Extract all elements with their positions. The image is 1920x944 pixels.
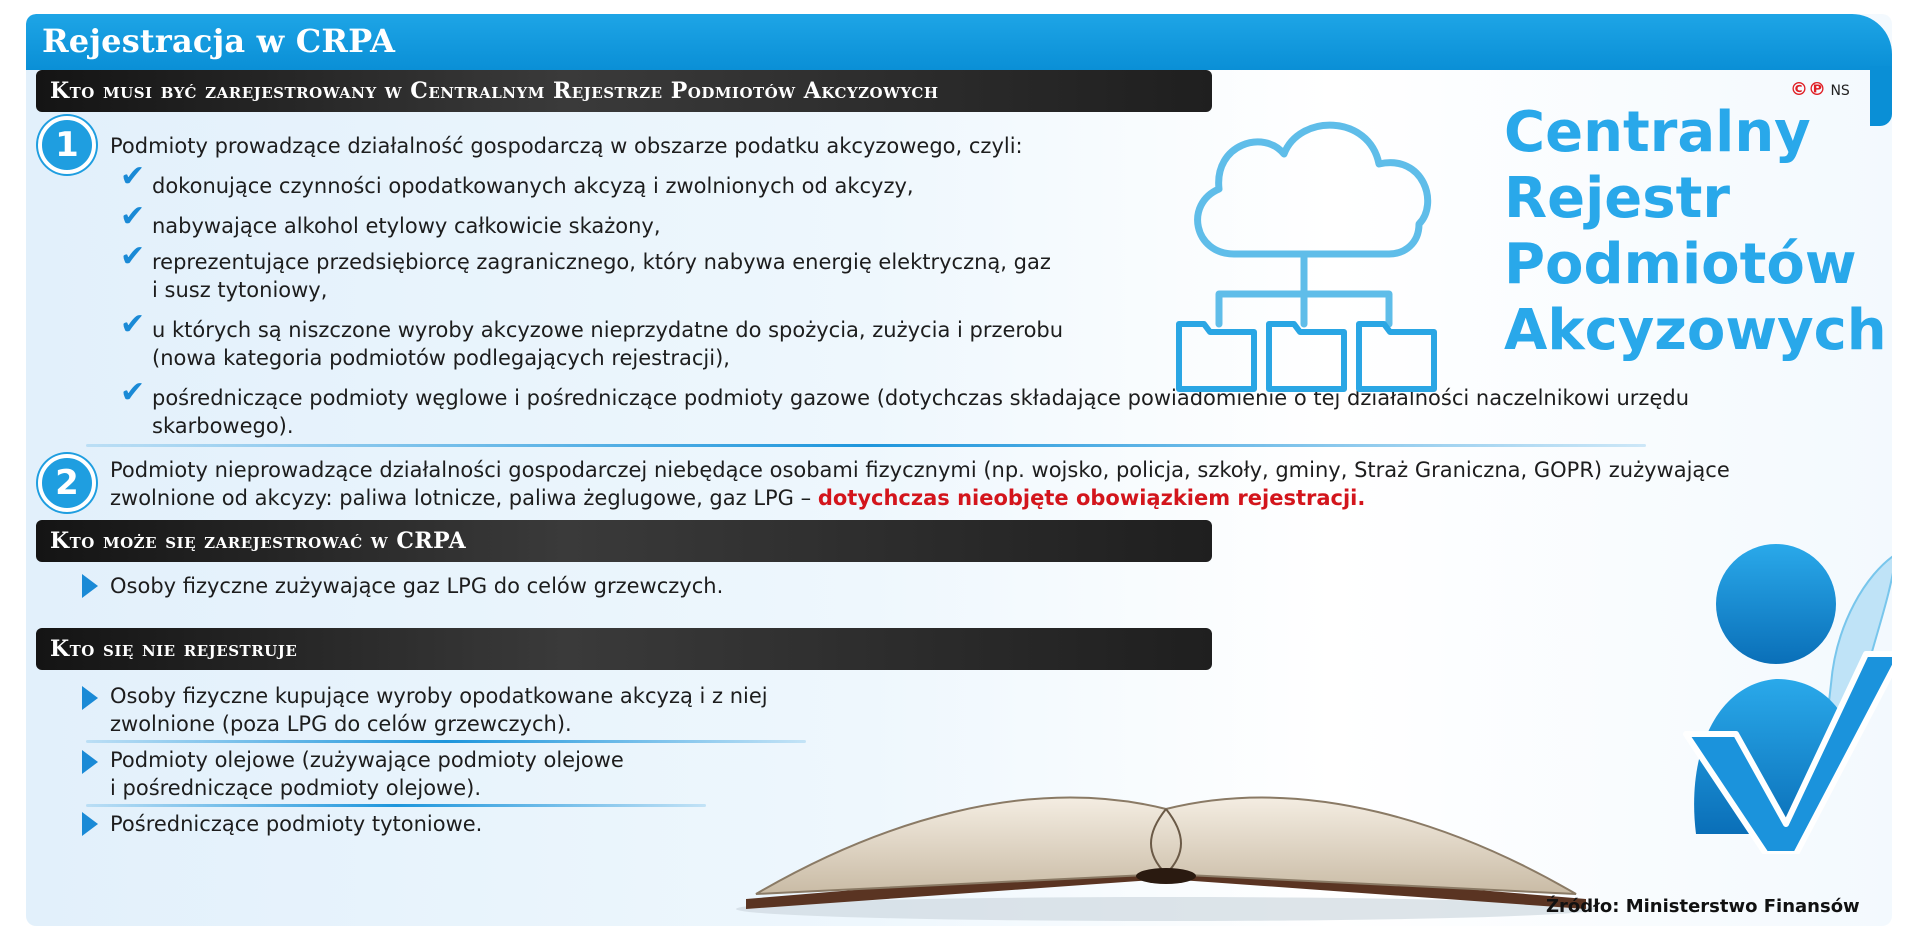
checkmark-icon: ✔ [120, 239, 146, 274]
triangle-bullet-icon [82, 686, 98, 710]
section-header-can: Kto może się zarejestrować w CRPA [36, 520, 1212, 562]
can-item-1: Osoby fizyczne zużywające gaz LPG do celów grzewczych. [110, 574, 724, 598]
open-book-icon [726, 734, 1606, 924]
checkmark-icon: ✔ [120, 375, 146, 410]
point1-item-5: pośredniczące podmioty węglowe i pośredniczące podmioty gazowe (dotychczas składające powiadomienie o tej działalności naczelnikowi urzędu skarbowego). [152, 386, 1690, 438]
checkmark-icon: ✔ [120, 307, 146, 342]
not-item-1: Osoby fizyczne kupujące wyroby opodatkowane akcyzą i z niej zwolnione (poza LPG do celów grzewczych). [110, 684, 768, 736]
source-note: Źródło: Ministerstwo Finansów [1546, 896, 1860, 917]
point2-highlight: dotychczas nieobjęte obowiązkiem rejestracji. [817, 486, 1366, 510]
not-item-3: Pośredniczące podmioty tytoniowe. [110, 812, 483, 836]
section-header-not: Kto się nie rejestruje [36, 628, 1212, 670]
copyright-initials: NS [1830, 83, 1850, 99]
page-title: Rejestracja w CRPA [42, 22, 396, 60]
not-item-2: Podmioty olejowe (zużywające podmioty olejowe i pośredniczące podmioty olejowe). [110, 748, 624, 800]
number-badge-1: 1 [38, 116, 96, 174]
triangle-bullet-icon [82, 574, 98, 598]
infographic-panel [26, 14, 1892, 926]
triangle-bullet-icon [82, 812, 98, 836]
crpa-title: Centralny Rejestr Podmiotów Akcyzowych [1504, 100, 1887, 363]
point1-item-1: dokonujące czynności opodatkowanych akcyzą i zwolnionych od akcyzy, [152, 174, 914, 198]
section-header-must: Kto musi być zarejestrowany w Centralnym Rejestrze Podmiotów Akcyzowych [36, 70, 1212, 112]
triangle-bullet-icon [82, 750, 98, 774]
point1-item-2: nabywające alkohol etylowy całkowicie skażony, [152, 214, 661, 238]
checkmark-icon: ✔ [120, 159, 146, 194]
point1-item-4: u których są niszczone wyroby akcyzowe nieprzydatne do spożycia, zużycia i przerobu (nowa kategoria podmiotów podlegających rejestracji), [152, 318, 1064, 370]
copyright-mark [1790, 79, 1850, 100]
divider [86, 740, 806, 743]
copyright-symbols: ©℗ [1790, 79, 1826, 100]
user-check-icon [1666, 534, 1892, 854]
cloud-folders-icon [1174, 94, 1494, 394]
title-bar [26, 14, 1892, 70]
point1-item-3: reprezentujące przedsiębiorcę zagranicznego, który nabywa energię elektryczną, gaz i susz tytoniowy, [152, 250, 1051, 302]
point1-intro: Podmioty prowadzące działalność gospodarczą w obszarze podatku akcyzowego, czyli: [110, 134, 1023, 158]
point2-text: Podmioty nieprowadzące działalności gospodarczej niebędące osobami fizycznymi (np. wojsko, policja, szkoły, gminy, Straż Graniczna, GOPR) zużywające zwolnione od akcyzy: paliwa lotnicze, paliwa żeglugowe, gaz LPG – dotychczas nieobjęte obowiązkiem rejestracji. [110, 458, 1730, 510]
divider [86, 444, 1646, 447]
divider [86, 804, 706, 807]
number-badge-2: 2 [38, 454, 96, 512]
checkmark-icon: ✔ [120, 199, 146, 234]
